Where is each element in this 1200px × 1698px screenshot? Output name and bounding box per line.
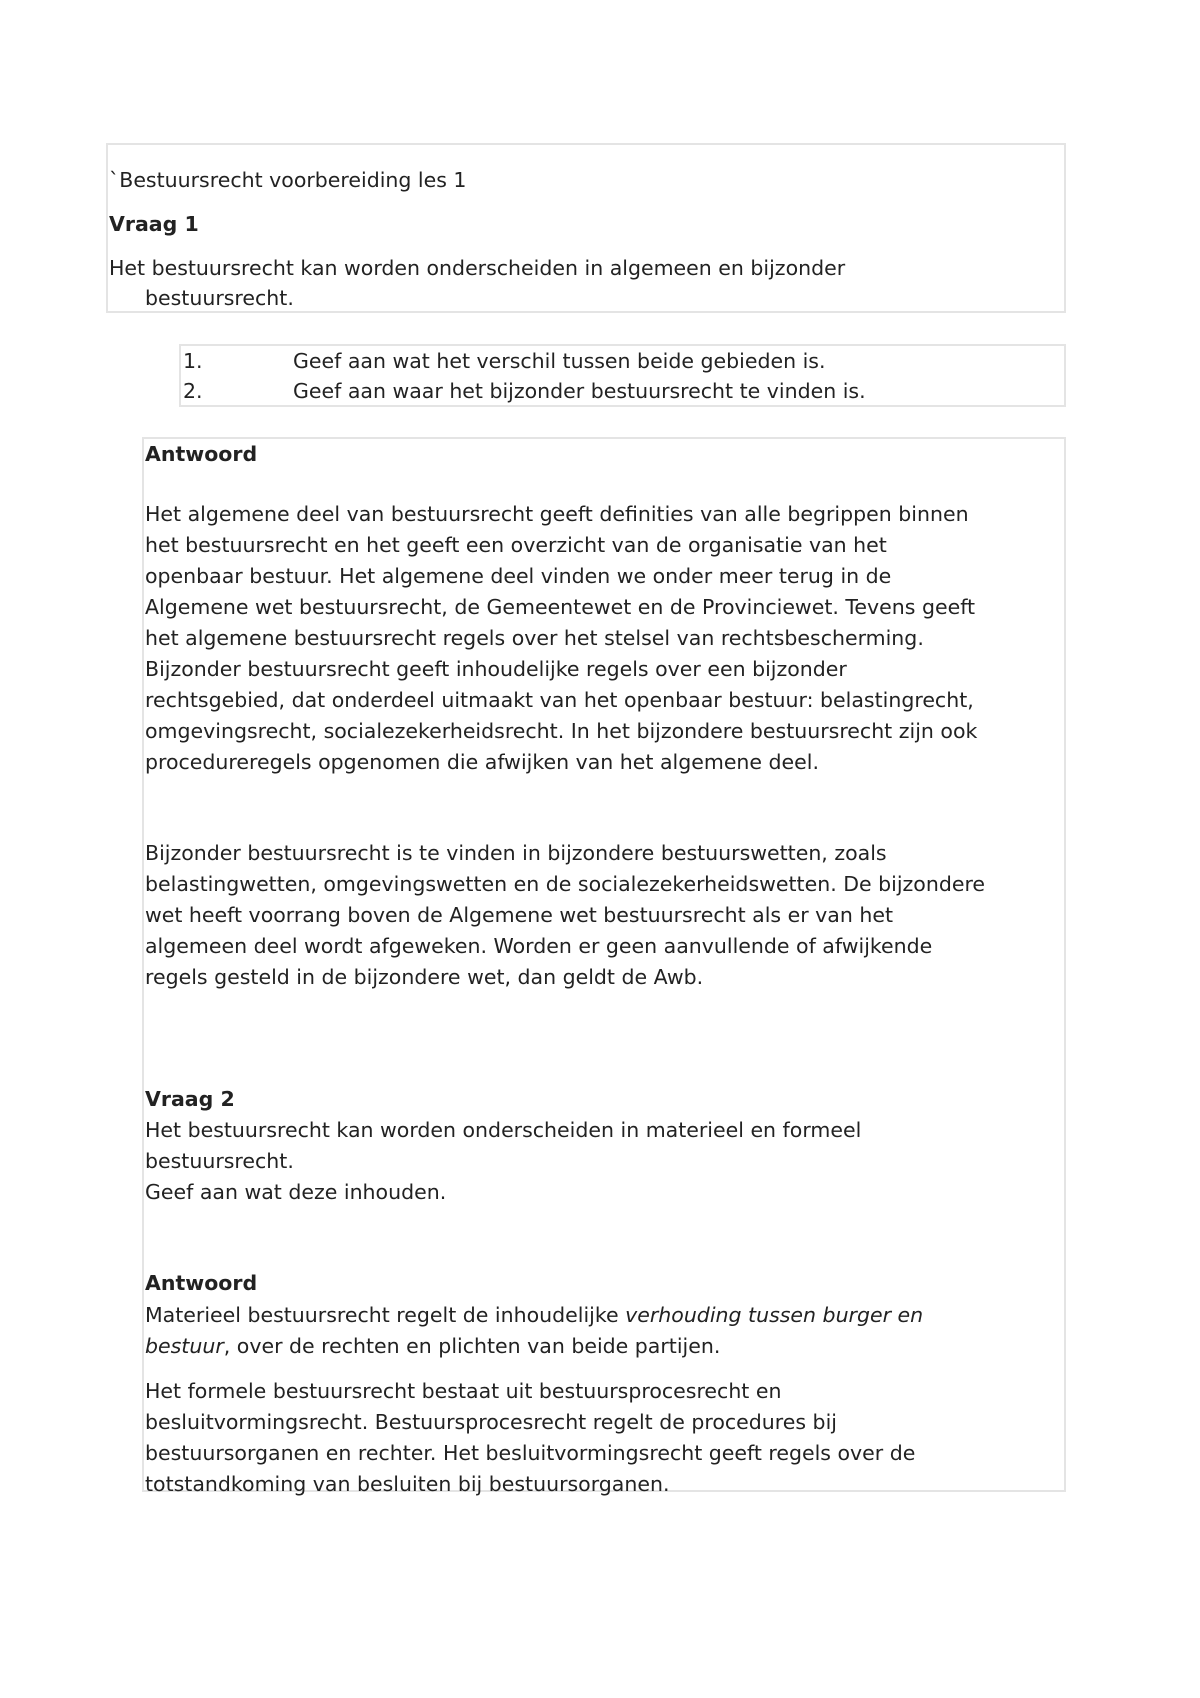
- list-item-text: Geef aan wat het verschil tussen beide gebieden is.: [293, 349, 826, 373]
- question-2-text-line: bestuursrecht.: [145, 1149, 294, 1173]
- question-1-text-line-1: Het bestuursrecht kan worden onderscheiden in algemeen en bijzonder: [109, 256, 846, 280]
- list-item: [183, 346, 1053, 376]
- list-item-number: 1.: [183, 349, 203, 373]
- question-2-heading: Vraag 2: [145, 1087, 235, 1111]
- question-2-text-line: Het bestuursrecht kan worden onderscheiden in materieel en formeel: [145, 1118, 862, 1142]
- answer-1-para-1-line: omgevingsrecht, socialezekerheidsrecht. In het bijzondere bestuursrecht zijn ook: [145, 719, 978, 743]
- answer-2-line-2-italic: bestuur: [145, 1334, 224, 1358]
- document-title: `Bestuursrecht voorbereiding les 1: [109, 168, 467, 192]
- answer-2-heading: Antwoord: [145, 1271, 258, 1295]
- answer-1-para-2-line: belastingwetten, omgevingswetten en de socialezekerheidswetten. De bijzondere: [145, 872, 986, 896]
- answer-2-line-2-normal: , over de rechten en plichten van beide partijen.: [223, 1334, 721, 1358]
- list-item-text: Geef aan waar het bijzonder bestuursrecht te vinden is.: [293, 379, 866, 403]
- question-1-heading: Vraag 1: [109, 212, 199, 236]
- answer-1-para-1-line: Het algemene deel van bestuursrecht geeft definities van alle begrippen binnen: [145, 502, 969, 526]
- answer-1-para-1-line: rechtsgebied, dat onderdeel uitmaakt van het openbaar bestuur: belastingrecht,: [145, 688, 974, 712]
- list-item-number: 2.: [183, 379, 203, 403]
- answer-2-para-2-line: totstandkoming van besluiten bij bestuursorganen.: [145, 1472, 670, 1496]
- answer-1-para-1-line: Algemene wet bestuursrecht, de Gemeentewet en de Provinciewet. Tevens geeft: [145, 595, 976, 619]
- answer-2-para-2-line: Het formele bestuursrecht bestaat uit bestuursprocesrecht en: [145, 1379, 782, 1403]
- answer-1-para-2-line: regels gesteld in de bijzondere wet, dan geldt de Awb.: [145, 965, 704, 989]
- answer-2-para-2-line: bestuursorganen en rechter. Het besluitvormingsrecht geeft regels over de: [145, 1441, 916, 1465]
- answer-1-para-2-line: wet heeft voorrang boven de Algemene wet bestuursrecht als er van het: [145, 903, 893, 927]
- answer-2-line-1-italic: verhouding tussen burger en: [625, 1303, 924, 1327]
- answer-1-para-2-line: algemeen deel wordt afgeweken. Worden er geen aanvullende of afwijkende: [145, 934, 933, 958]
- answer-1-para-2-line: Bijzonder bestuursrecht is te vinden in bijzondere bestuurswetten, zoals: [145, 841, 887, 865]
- answer-2-para-1-line-1: [145, 1300, 923, 1330]
- answer-2-para-1-line-2: [145, 1331, 720, 1361]
- question-1-text-line-2: bestuursrecht.: [145, 286, 294, 310]
- answer-1-heading: Antwoord: [145, 442, 258, 466]
- answer-1-para-1-line: openbaar bestuur. Het algemene deel vinden we onder meer terug in de: [145, 564, 892, 588]
- answer-1-para-1-line: het algemene bestuursrecht regels over het stelsel van rechtsbescherming.: [145, 626, 924, 650]
- answer-1-para-1-line: procedureregels opgenomen die afwijken van het algemene deel.: [145, 750, 819, 774]
- answer-2-line-1-normal: Materieel bestuursrecht regelt de inhoudelijke: [145, 1303, 626, 1327]
- answer-1-para-1-line: het bestuursrecht en het geeft een overzicht van de organisatie van het: [145, 533, 887, 557]
- list-item: [183, 376, 1053, 406]
- answer-2-para-2-line: besluitvormingsrecht. Bestuursprocesrecht regelt de procedures bij: [145, 1410, 837, 1434]
- question-2-text-line: Geef aan wat deze inhouden.: [145, 1180, 447, 1204]
- answer-1-para-1-line: Bijzonder bestuursrecht geeft inhoudelijke regels over een bijzonder: [145, 657, 847, 681]
